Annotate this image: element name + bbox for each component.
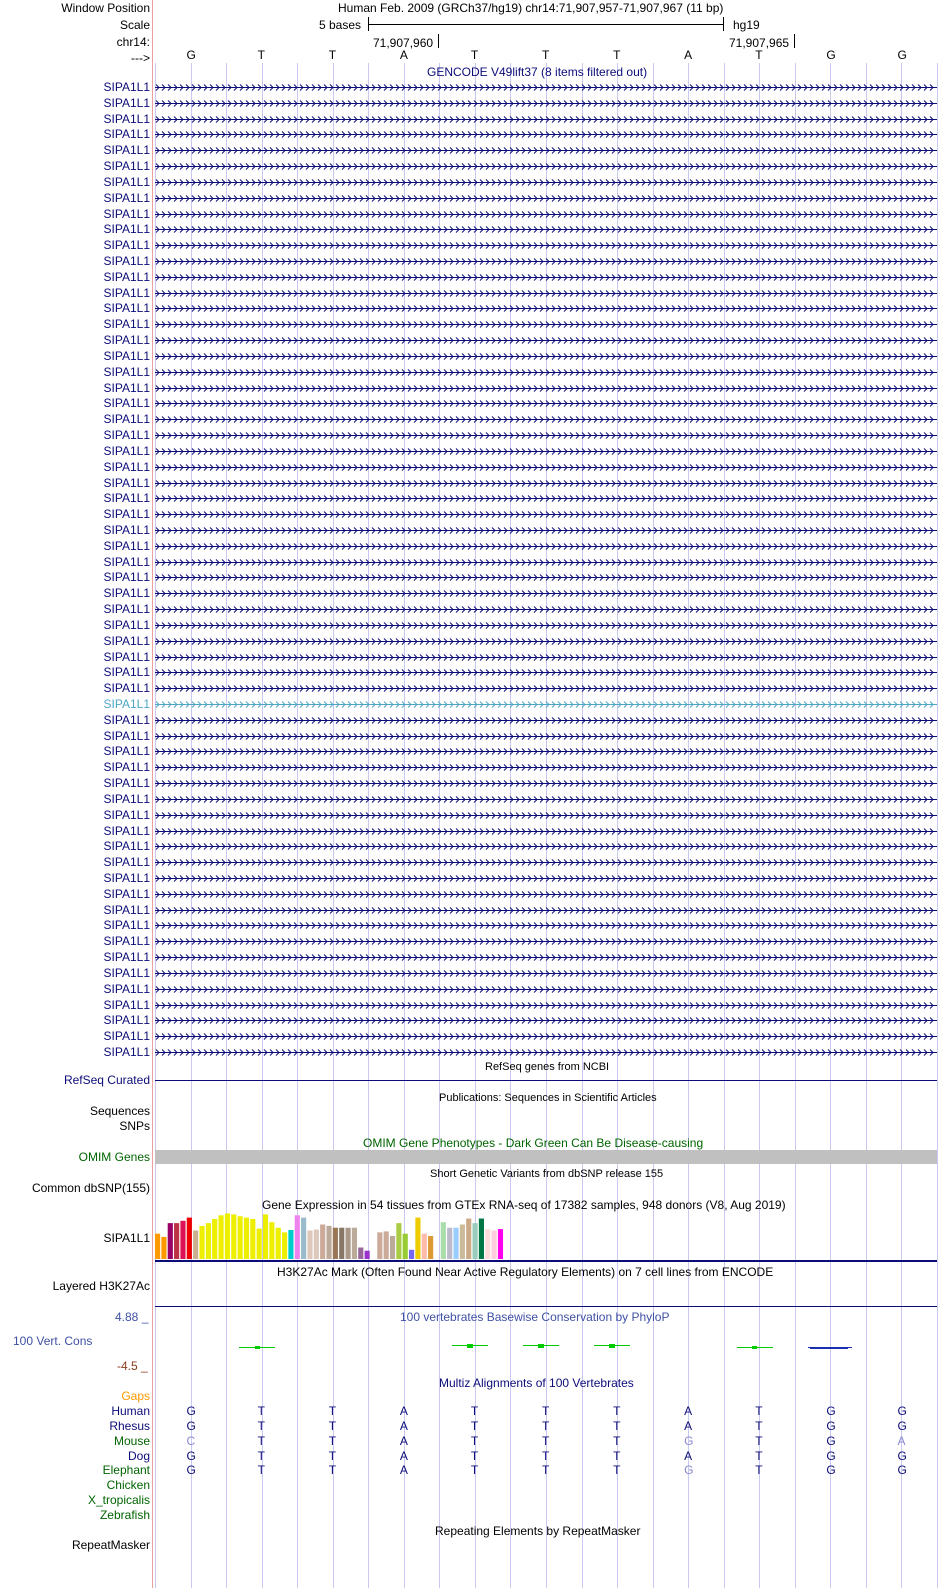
- gencode-transcript-label[interactable]: SIPA1L1: [103, 443, 150, 458]
- multiz-species-label[interactable]: Dog: [127, 1448, 150, 1463]
- gencode-transcript-label[interactable]: SIPA1L1: [103, 95, 150, 110]
- multiz-base: T: [542, 1433, 550, 1448]
- gencode-transcript-label[interactable]: SIPA1L1: [103, 823, 150, 838]
- gencode-transcript-label[interactable]: SIPA1L1: [103, 570, 150, 585]
- multiz-base: G: [897, 1463, 907, 1478]
- gencode-transcript-label[interactable]: SIPA1L1: [103, 238, 150, 253]
- gencode-transcript-label[interactable]: SIPA1L1: [103, 871, 150, 885]
- phylop-mark-4b: [609, 1344, 615, 1348]
- gencode-transcript-label[interactable]: SIPA1L1: [103, 348, 150, 363]
- gencode-transcript-label[interactable]: SIPA1L1: [103, 254, 150, 269]
- base-letter: T: [257, 48, 265, 62]
- multiz-base: G: [826, 1448, 836, 1463]
- gencode-transcript-label[interactable]: SIPA1L1: [103, 459, 150, 474]
- multiz-species-label[interactable]: X_tropicalis: [87, 1493, 150, 1508]
- multiz-base: G: [826, 1463, 836, 1478]
- phylop-min-label: -4.5 _: [117, 1359, 148, 1373]
- multiz-base: T: [257, 1448, 265, 1463]
- gencode-transcript-label[interactable]: SIPA1L1: [103, 364, 150, 379]
- gencode-transcript-label[interactable]: SIPA1L1: [103, 791, 150, 806]
- gencode-transcript-label[interactable]: SIPA1L1: [103, 491, 150, 506]
- multiz-base: G: [826, 1404, 836, 1418]
- publications-label-snps[interactable]: SNPs: [119, 1119, 150, 1133]
- multiz-species-label[interactable]: Human: [111, 1404, 150, 1418]
- phylop-mark-2b: [467, 1344, 473, 1348]
- multiz-base: T: [328, 1418, 337, 1433]
- publications-track-title[interactable]: Publications: Sequences in Scientific Articles: [439, 1092, 657, 1104]
- multiz-base: T: [613, 1463, 621, 1478]
- gencode-transcript-label[interactable]: SIPA1L1: [103, 507, 150, 522]
- multiz-base: T: [328, 1448, 337, 1463]
- gencode-transcript-label[interactable]: SIPA1L1: [103, 1013, 150, 1028]
- gencode-transcript-label[interactable]: SIPA1L1: [103, 222, 150, 237]
- multiz-base: A: [684, 1418, 693, 1433]
- multiz-species-label[interactable]: Chicken: [106, 1478, 150, 1493]
- multiz-base: T: [470, 1463, 479, 1478]
- gtex-track-title[interactable]: Gene Expression in 54 tissues from GTEx RNA-seq of 17382 samples, 948 donors (V8, Aug 2019): [262, 1198, 786, 1212]
- gencode-transcript-label[interactable]: SIPA1L1: [103, 1045, 150, 1060]
- phylop-mark-6b: [810, 1347, 848, 1349]
- base-letter: G: [826, 48, 836, 62]
- gencode-transcript-label[interactable]: SIPA1L1: [103, 934, 150, 949]
- multiz-base: G: [897, 1448, 907, 1463]
- base-letter: T: [542, 48, 550, 62]
- multiz-base: A: [684, 1448, 693, 1463]
- dbsnp-track-title[interactable]: Short Genetic Variants from dbSNP release 155: [430, 1168, 664, 1180]
- multiz-base: T: [328, 1404, 337, 1418]
- gencode-transcript-label[interactable]: SIPA1L1: [103, 981, 150, 996]
- gencode-transcript-label[interactable]: SIPA1L1: [103, 285, 150, 300]
- gencode-transcript-label[interactable]: SIPA1L1: [103, 902, 150, 917]
- multiz-base: T: [257, 1418, 265, 1433]
- phylop-track-label[interactable]: 100 Vert. Cons: [13, 1334, 93, 1348]
- gencode-transcript-label[interactable]: SIPA1L1: [103, 665, 150, 680]
- scale-db: hg19: [733, 18, 760, 32]
- multiz-base: G: [186, 1418, 196, 1433]
- multiz-base: A: [897, 1433, 906, 1448]
- gencode-transcript-label[interactable]: SIPA1L1: [103, 617, 150, 632]
- phylop-mark-5b: [752, 1346, 757, 1349]
- assembly-title: Human Feb. 2009 (GRCh37/hg19) chr14:71,907,957-71,907,967 (11 bp): [338, 1, 724, 15]
- multiz-species-label[interactable]: Elephant: [102, 1463, 150, 1478]
- h3k27ac-track-title[interactable]: H3K27Ac Mark (Often Found Near Active Regulatory Elements) on 7 cell lines from ENCODE: [277, 1265, 774, 1279]
- gencode-transcript-label[interactable]: SIPA1L1: [103, 538, 150, 553]
- gencode-track-title[interactable]: GENCODE V49lift37 (8 items filtered out): [427, 65, 648, 79]
- gencode-transcript-label[interactable]: SIPA1L1: [103, 127, 150, 142]
- multiz-base: G: [186, 1404, 196, 1418]
- phylop-mark-3b: [538, 1344, 544, 1348]
- multiz-base: A: [399, 1433, 408, 1448]
- dbsnp-track-label[interactable]: Common dbSNP(155): [31, 1181, 150, 1195]
- phylop-track-title[interactable]: 100 vertebrates Basewise Conservation by PhyloP: [400, 1310, 670, 1324]
- multiz-base: T: [328, 1463, 337, 1478]
- gencode-transcript-label[interactable]: SIPA1L1: [103, 918, 150, 933]
- multiz-base: T: [755, 1463, 763, 1478]
- gencode-transcript-label[interactable]: SIPA1L1: [103, 475, 150, 490]
- position-label-2: 71,907,965: [729, 36, 790, 50]
- multiz-species-label[interactable]: Zebrafish: [99, 1507, 150, 1522]
- multiz-base: T: [755, 1433, 763, 1448]
- omim-track-title[interactable]: OMIM Gene Phenotypes - Dark Green Can Be Disease-causing: [363, 1136, 704, 1150]
- scale-label: Scale: [119, 18, 150, 32]
- base-letter: G: [186, 48, 196, 62]
- phylop-max-label: 4.88 _: [115, 1310, 149, 1324]
- multiz-base: G: [897, 1404, 907, 1418]
- refseq-track-label[interactable]: RefSeq Curated: [63, 1073, 150, 1087]
- multiz-base: A: [399, 1404, 408, 1418]
- multiz-species-label[interactable]: Rhesus: [109, 1418, 150, 1433]
- multiz-base: A: [399, 1448, 408, 1463]
- gencode-transcript-label[interactable]: SIPA1L1: [103, 681, 150, 696]
- gencode-transcript-label[interactable]: SIPA1L1: [103, 206, 150, 221]
- window-position-label: Window Position: [61, 1, 150, 15]
- multiz-base: T: [613, 1433, 621, 1448]
- multiz-base: T: [470, 1418, 479, 1433]
- gencode-transcript-label[interactable]: SIPA1L1: [103, 855, 150, 870]
- multiz-base: T: [328, 1433, 337, 1448]
- gencode-transcript-label[interactable]: SIPA1L1: [103, 380, 150, 395]
- gencode-transcript-label[interactable]: SIPA1L1: [103, 950, 150, 965]
- multiz-base: A: [684, 1404, 693, 1418]
- gencode-transcript-label[interactable]: SIPA1L1: [103, 696, 150, 711]
- repeatmasker-track-label[interactable]: RepeatMasker: [71, 1538, 150, 1552]
- gtex-track-label[interactable]: SIPA1L1: [103, 1231, 150, 1245]
- gencode-transcript-label[interactable]: SIPA1L1: [103, 586, 150, 601]
- repeatmasker-track-title[interactable]: Repeating Elements by RepeatMasker: [435, 1524, 641, 1538]
- gencode-transcript-label[interactable]: SIPA1L1: [103, 396, 150, 411]
- base-letter: T: [613, 48, 621, 62]
- gencode-transcript-label[interactable]: SIPA1L1: [103, 159, 150, 174]
- gaps-label[interactable]: Gaps: [121, 1389, 150, 1403]
- position-label-1: 71,907,960: [373, 36, 434, 50]
- multiz-base: T: [613, 1448, 621, 1463]
- gencode-transcript-label[interactable]: SIPA1L1: [103, 633, 150, 648]
- multiz-base: T: [542, 1463, 550, 1478]
- gencode-transcript-label[interactable]: SIPA1L1: [103, 522, 150, 537]
- multiz-base: T: [257, 1404, 265, 1418]
- refseq-track-title[interactable]: RefSeq genes from NCBI: [485, 1061, 610, 1073]
- gencode-transcript-label[interactable]: SIPA1L1: [103, 143, 150, 158]
- gencode-transcript-label[interactable]: SIPA1L1: [103, 174, 150, 189]
- gencode-transcript-label[interactable]: SIPA1L1: [103, 333, 150, 348]
- multiz-base: G: [684, 1433, 694, 1448]
- base-letter: T: [328, 48, 337, 62]
- base-letter: T: [755, 48, 763, 62]
- multiz-base: T: [755, 1404, 763, 1418]
- multiz-base: T: [613, 1404, 621, 1418]
- publications-label-sequences[interactable]: Sequences: [89, 1104, 150, 1118]
- gencode-transcript-label[interactable]: SIPA1L1: [103, 776, 150, 791]
- gencode-transcript-label[interactable]: SIPA1L1: [103, 997, 150, 1012]
- multiz-base: T: [257, 1433, 265, 1448]
- gencode-transcript-label[interactable]: SIPA1L1: [103, 965, 150, 980]
- multiz-base: G: [684, 1463, 694, 1478]
- chrom-label: chr14:: [116, 35, 150, 49]
- gencode-transcript-label[interactable]: SIPA1L1: [103, 301, 150, 316]
- multiz-base: T: [542, 1448, 550, 1463]
- scale-text: 5 bases: [319, 18, 362, 32]
- multiz-base: G: [186, 1448, 196, 1463]
- multiz-base: G: [897, 1418, 907, 1433]
- multiz-base: T: [613, 1418, 621, 1433]
- gencode-transcript-label[interactable]: SIPA1L1: [103, 728, 150, 743]
- multiz-base: T: [755, 1418, 763, 1433]
- multiz-base: T: [542, 1404, 550, 1418]
- gencode-transcript-label[interactable]: SIPA1L1: [103, 602, 150, 617]
- gencode-transcript-label[interactable]: SIPA1L1: [103, 1029, 150, 1044]
- base-letter: A: [684, 48, 693, 62]
- multiz-base: G: [826, 1418, 836, 1433]
- gencode-transcript-label[interactable]: SIPA1L1: [103, 428, 150, 443]
- gencode-transcript-label[interactable]: SIPA1L1: [103, 269, 150, 284]
- multiz-base: T: [470, 1433, 479, 1448]
- multiz-base: T: [542, 1418, 550, 1433]
- phylop-mark-1b: [255, 1346, 260, 1349]
- gencode-transcript-label[interactable]: SIPA1L1: [103, 317, 150, 332]
- base-letter: A: [399, 48, 408, 62]
- multiz-base: T: [470, 1448, 479, 1463]
- multiz-base: A: [399, 1463, 408, 1478]
- multiz-base: A: [399, 1418, 408, 1433]
- multiz-track-title[interactable]: Multiz Alignments of 100 Vertebrates: [439, 1376, 634, 1390]
- gencode-transcript-label[interactable]: SIPA1L1: [103, 712, 150, 727]
- base-letter: T: [470, 48, 479, 62]
- gencode-transcript-label[interactable]: SIPA1L1: [103, 412, 150, 427]
- base-letter: G: [897, 48, 907, 62]
- multiz-base: G: [826, 1433, 836, 1448]
- gencode-transcript-label[interactable]: SIPA1L1: [103, 111, 150, 126]
- gencode-transcript-label[interactable]: SIPA1L1: [103, 886, 150, 901]
- gencode-transcript-label[interactable]: SIPA1L1: [103, 744, 150, 759]
- omim-track-label[interactable]: OMIM Genes: [78, 1150, 150, 1164]
- gencode-transcript-label[interactable]: SIPA1L1: [103, 807, 150, 822]
- gencode-transcript-label[interactable]: SIPA1L1: [103, 839, 150, 854]
- strand-label[interactable]: --->: [131, 51, 150, 65]
- multiz-species-label[interactable]: Mouse: [113, 1433, 150, 1448]
- h3k27ac-track-label[interactable]: Layered H3K27Ac: [52, 1279, 150, 1293]
- gencode-transcript-label[interactable]: SIPA1L1: [103, 554, 150, 569]
- multiz-base: G: [186, 1463, 196, 1478]
- multiz-base: T: [755, 1448, 763, 1463]
- gencode-transcript-label[interactable]: SIPA1L1: [103, 190, 150, 205]
- multiz-base: T: [257, 1463, 265, 1478]
- gencode-transcript-label[interactable]: SIPA1L1: [103, 649, 150, 664]
- gencode-transcript-label[interactable]: SIPA1L1: [103, 760, 150, 775]
- gencode-transcript-label[interactable]: SIPA1L1: [103, 80, 150, 94]
- multiz-base: T: [470, 1404, 479, 1418]
- multiz-base: C: [186, 1433, 196, 1448]
